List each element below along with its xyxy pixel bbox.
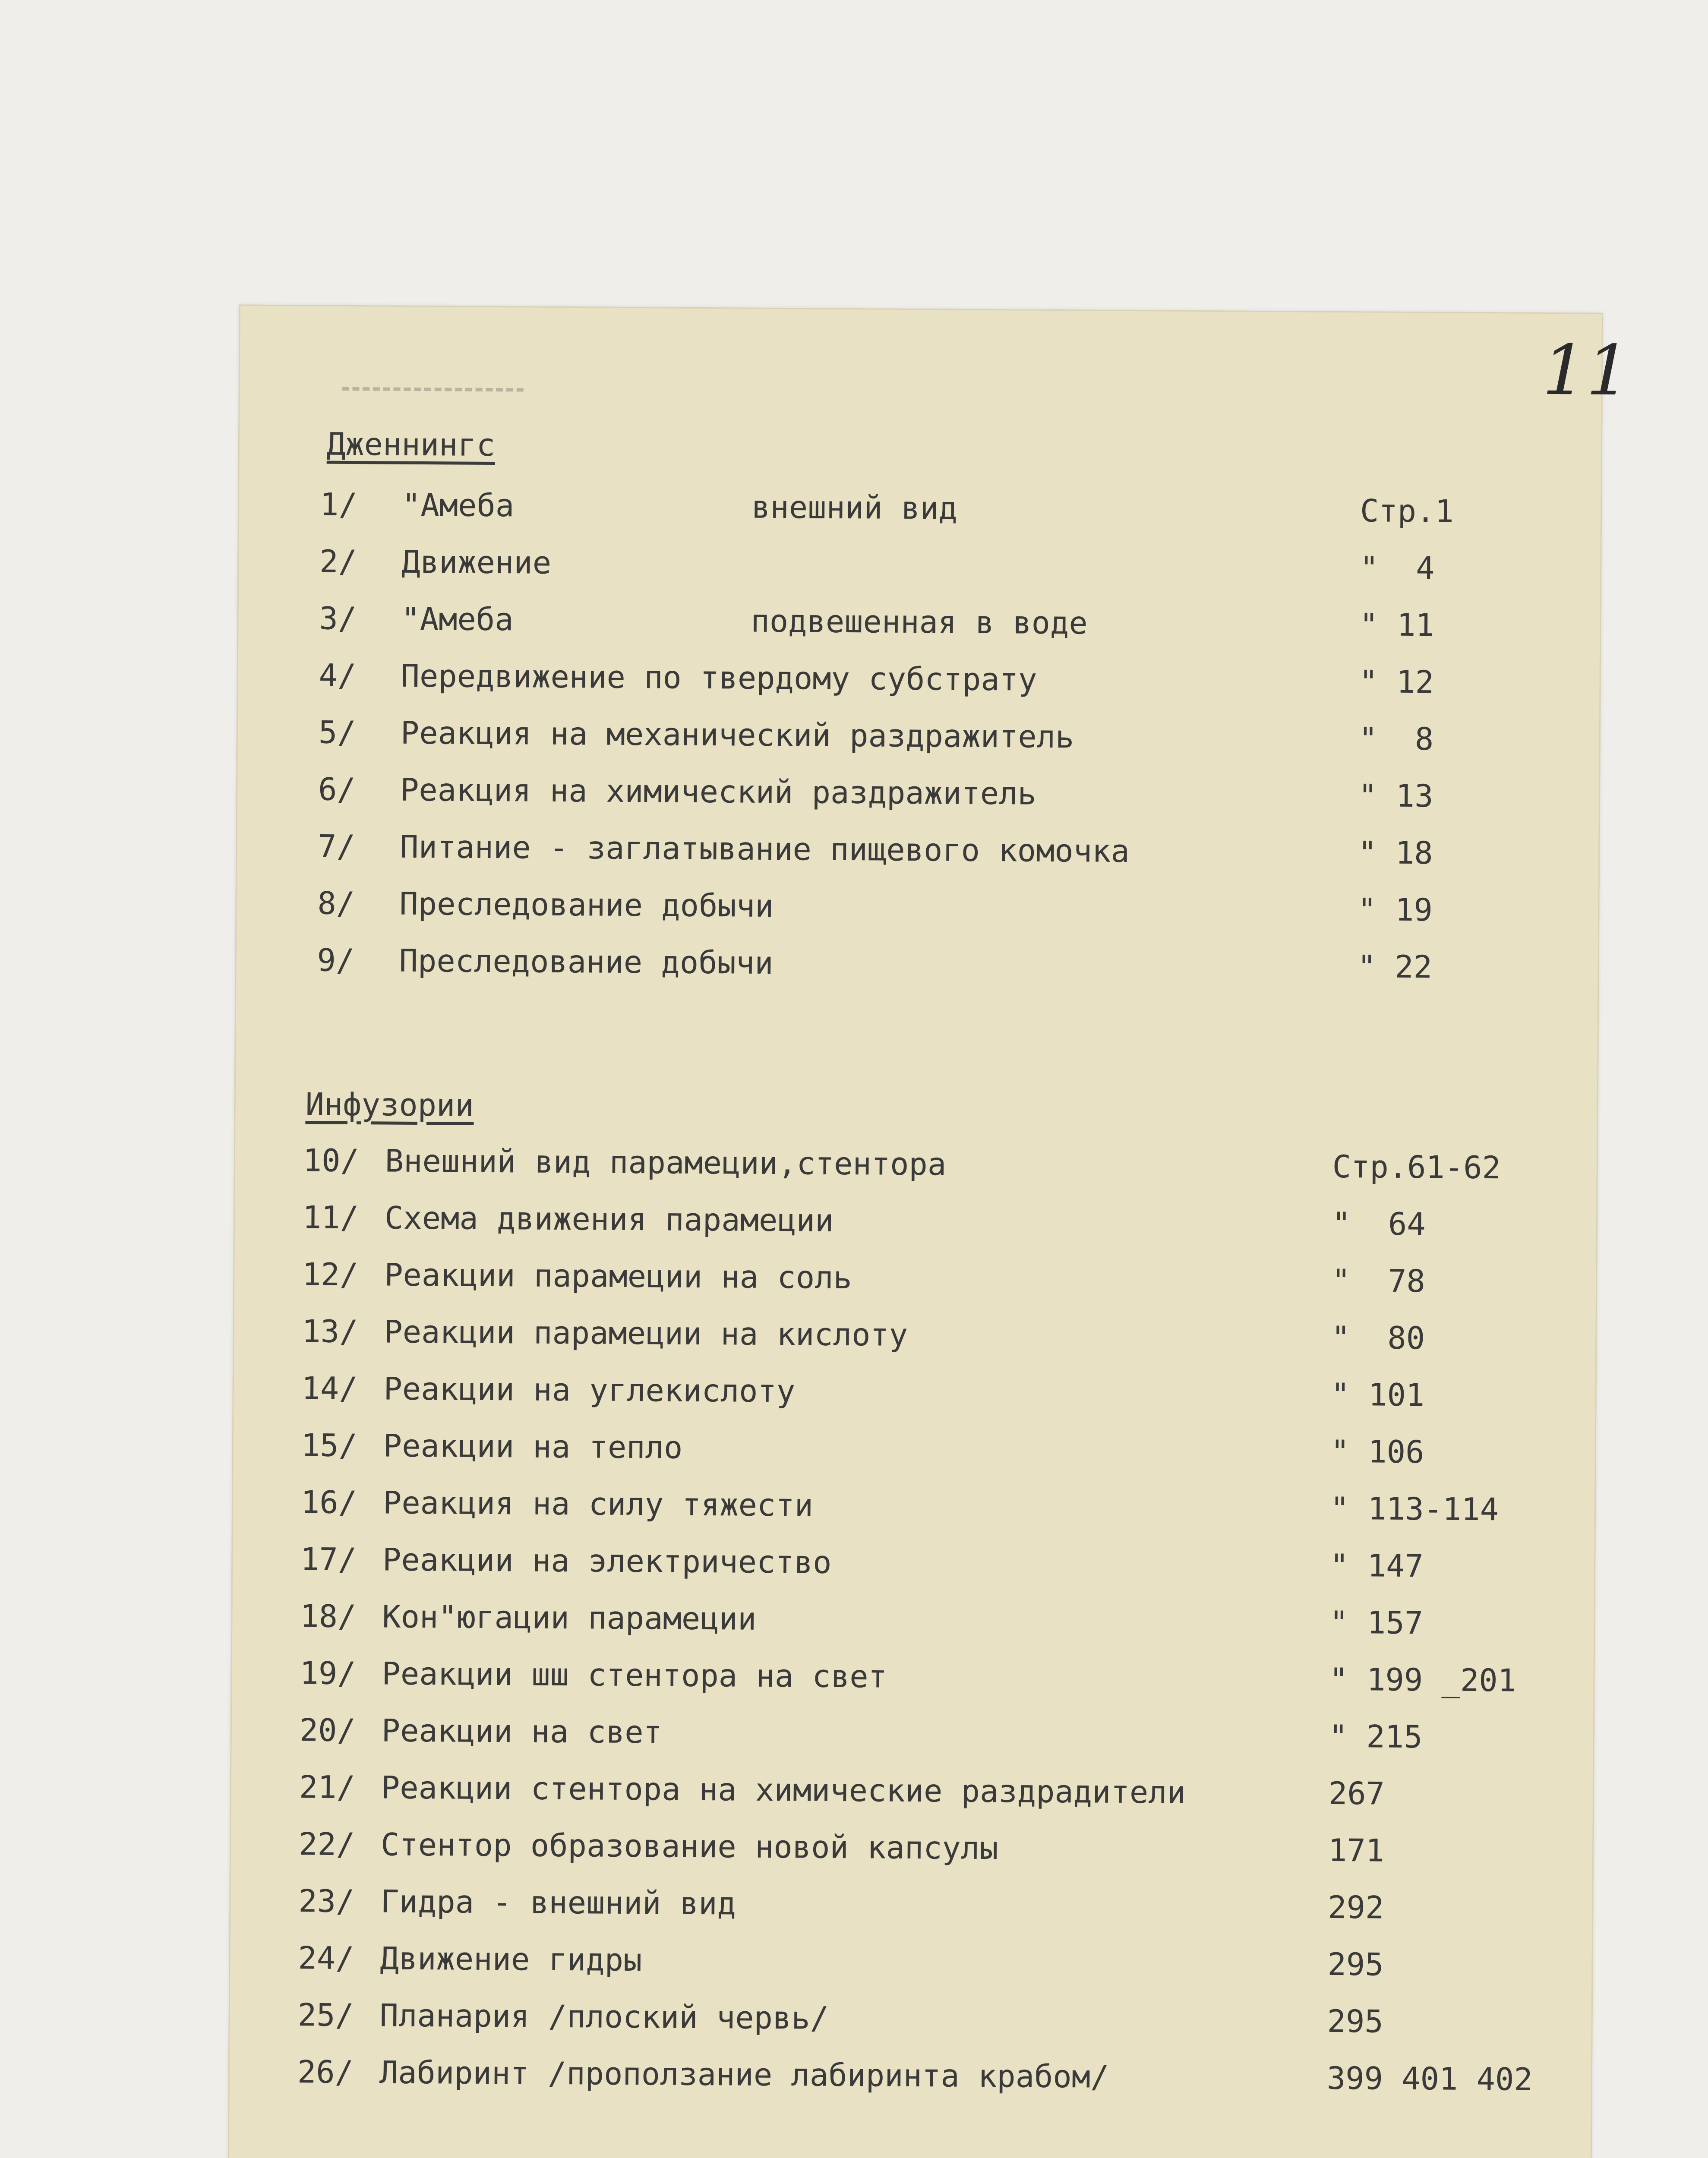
toc-entry — [298, 1826, 1550, 1869]
toc-entry — [319, 600, 1571, 644]
toc-entry — [317, 942, 1569, 985]
entry-page: " 4 — [1360, 549, 1435, 587]
entry-number: 24/ — [298, 1940, 354, 1977]
entry-number: 12/ — [302, 1256, 359, 1293]
entry-number: 4/ — [319, 657, 357, 694]
section-heading: Инфузории — [305, 1086, 474, 1123]
entry-page: Стр.1 — [1360, 492, 1454, 530]
entry-number: 18/ — [300, 1598, 357, 1635]
toc-entry — [303, 1142, 1555, 1186]
entry-page: " 13 — [1358, 777, 1433, 814]
entry-number: 13/ — [302, 1313, 358, 1350]
entry-title: Питание - заглатывание пищевого комочка — [400, 828, 1130, 870]
entry-page: " 215 — [1329, 1718, 1423, 1755]
entry-number: 17/ — [300, 1541, 357, 1578]
entry-title: Реакции на тепло — [383, 1427, 683, 1466]
entry-page: " 106 — [1330, 1433, 1424, 1470]
entry-number: 3/ — [319, 600, 357, 637]
entry-number: 22/ — [298, 1826, 355, 1863]
entry-title: "Амеба — [401, 486, 515, 524]
toc-entry — [317, 885, 1569, 928]
entry-page: " 64 — [1332, 1205, 1426, 1243]
entry-number: 20/ — [299, 1712, 356, 1749]
entry-page: " 22 — [1357, 948, 1433, 985]
entry-page: 295 — [1327, 2003, 1384, 2040]
toc-entry — [297, 1997, 1550, 2040]
entry-subtitle: внешний вид — [751, 489, 958, 527]
toc-entry — [298, 1883, 1550, 1926]
entry-page: 267 — [1328, 1775, 1385, 1812]
dashed-line — [342, 387, 524, 392]
entry-title: Стентор образование новой капсулы — [380, 1826, 998, 1867]
entry-number: 5/ — [318, 714, 356, 751]
entry-page: 292 — [1328, 1889, 1384, 1926]
entry-title: Реакции парамеции на кислоту — [384, 1313, 908, 1353]
entry-title: Внешний вид парамеции,стентора — [385, 1142, 947, 1183]
entry-number: 11/ — [302, 1199, 359, 1236]
entry-title: Реакции на углекислоту — [383, 1370, 796, 1410]
entry-title: Преследование добычи — [399, 942, 773, 981]
document-sheet — [227, 304, 1631, 2158]
toc-entry — [319, 486, 1572, 530]
toc-entry — [301, 1370, 1553, 1413]
entry-number: 19/ — [300, 1655, 356, 1692]
entry-number: 25/ — [297, 1997, 354, 2034]
entry-page: 295 — [1327, 1946, 1384, 1983]
entry-title: Схема движения парамеции — [384, 1199, 834, 1239]
toc-entry — [302, 1313, 1554, 1357]
entry-page: " 78 — [1331, 1262, 1426, 1300]
entry-number: 14/ — [301, 1370, 358, 1407]
entry-page: " 199 _201 — [1329, 1661, 1517, 1699]
toc-entry — [318, 771, 1570, 814]
toc-entry — [300, 1598, 1552, 1641]
entry-title: Лабиринт /проползание лабиринта крабом/ — [379, 2054, 1109, 2095]
entry-page: " 18 — [1358, 834, 1433, 871]
toc-entry — [302, 1199, 1554, 1243]
toc-entry — [319, 543, 1572, 587]
entry-number: 7/ — [318, 828, 356, 865]
entry-title: Движение — [401, 543, 552, 581]
entry-number: 21/ — [299, 1769, 356, 1806]
entry-number: 26/ — [297, 2054, 354, 2091]
entry-title: Передвижение по твердому субстрату — [401, 657, 1037, 698]
entry-number: 10/ — [303, 1142, 360, 1179]
entry-page: " 8 — [1358, 720, 1434, 757]
folio-number: 11 — [1542, 329, 1631, 411]
entry-page: 399 401 402 — [1326, 2060, 1533, 2098]
toc-entry — [300, 1655, 1552, 1699]
entry-page: " 101 — [1331, 1376, 1425, 1413]
toc-entry — [318, 714, 1570, 757]
toc-entry — [299, 1712, 1551, 1755]
entry-page: " 157 — [1329, 1604, 1424, 1641]
entry-title: Реакции парамеции на соль — [384, 1256, 852, 1296]
toc-entry — [318, 828, 1570, 871]
section-heading: Дженнингс — [326, 426, 496, 464]
entry-page: " 113-114 — [1330, 1490, 1499, 1528]
entry-title: Реакция на химический раздражитель — [400, 771, 1037, 812]
entry-page: " 12 — [1359, 663, 1434, 700]
entry-title: Преследование добычи — [399, 885, 774, 924]
entry-title: Реакция на механический раздражитель — [400, 714, 1074, 755]
entry-page: " 19 — [1358, 891, 1433, 928]
table-of-contents — [239, 304, 1603, 2098]
entry-number: 1/ — [319, 486, 358, 523]
entry-title: Гидра - внешний вид — [380, 1883, 736, 1922]
entry-title: Планария /плоский червь/ — [379, 1997, 829, 2036]
entry-title: Кон"югации парамеции — [382, 1598, 757, 1637]
entry-number: 9/ — [317, 942, 355, 979]
entry-title: Реакции на электричество — [382, 1541, 832, 1581]
entry-page: Стр.61-62 — [1332, 1148, 1501, 1186]
entry-title: Реакции на свет — [381, 1712, 663, 1751]
toc-entry — [300, 1484, 1553, 1528]
entry-number: 23/ — [298, 1883, 355, 1920]
toc-entry — [319, 657, 1571, 700]
entry-title: Реакции стентора на химические раздрадители — [381, 1769, 1186, 1811]
toc-entry — [299, 1769, 1551, 1812]
entry-title: Движение гидры — [380, 1940, 642, 1978]
entry-page: " 11 — [1359, 606, 1435, 644]
entry-number: 2/ — [319, 543, 357, 580]
toc-entry — [302, 1256, 1554, 1300]
entry-subtitle: подвешенная в воде — [751, 603, 1088, 641]
toc-entry — [298, 1940, 1550, 1983]
entry-title: "Амеба — [401, 600, 514, 638]
entry-title: Реакция на силу тяжести — [382, 1484, 814, 1524]
toc-entry — [300, 1541, 1552, 1584]
entry-number: 6/ — [318, 771, 356, 808]
toc-entry — [297, 2054, 1549, 2098]
entry-number: 8/ — [317, 885, 355, 922]
entry-number: 16/ — [300, 1484, 357, 1521]
toc-entry — [301, 1427, 1553, 1470]
entry-page: " 80 — [1331, 1319, 1425, 1357]
entry-page: 171 — [1328, 1832, 1385, 1869]
entry-title: Реакции шш стентора на свет — [382, 1655, 887, 1695]
entry-page: " 147 — [1329, 1547, 1424, 1584]
entry-number: 15/ — [301, 1427, 358, 1464]
